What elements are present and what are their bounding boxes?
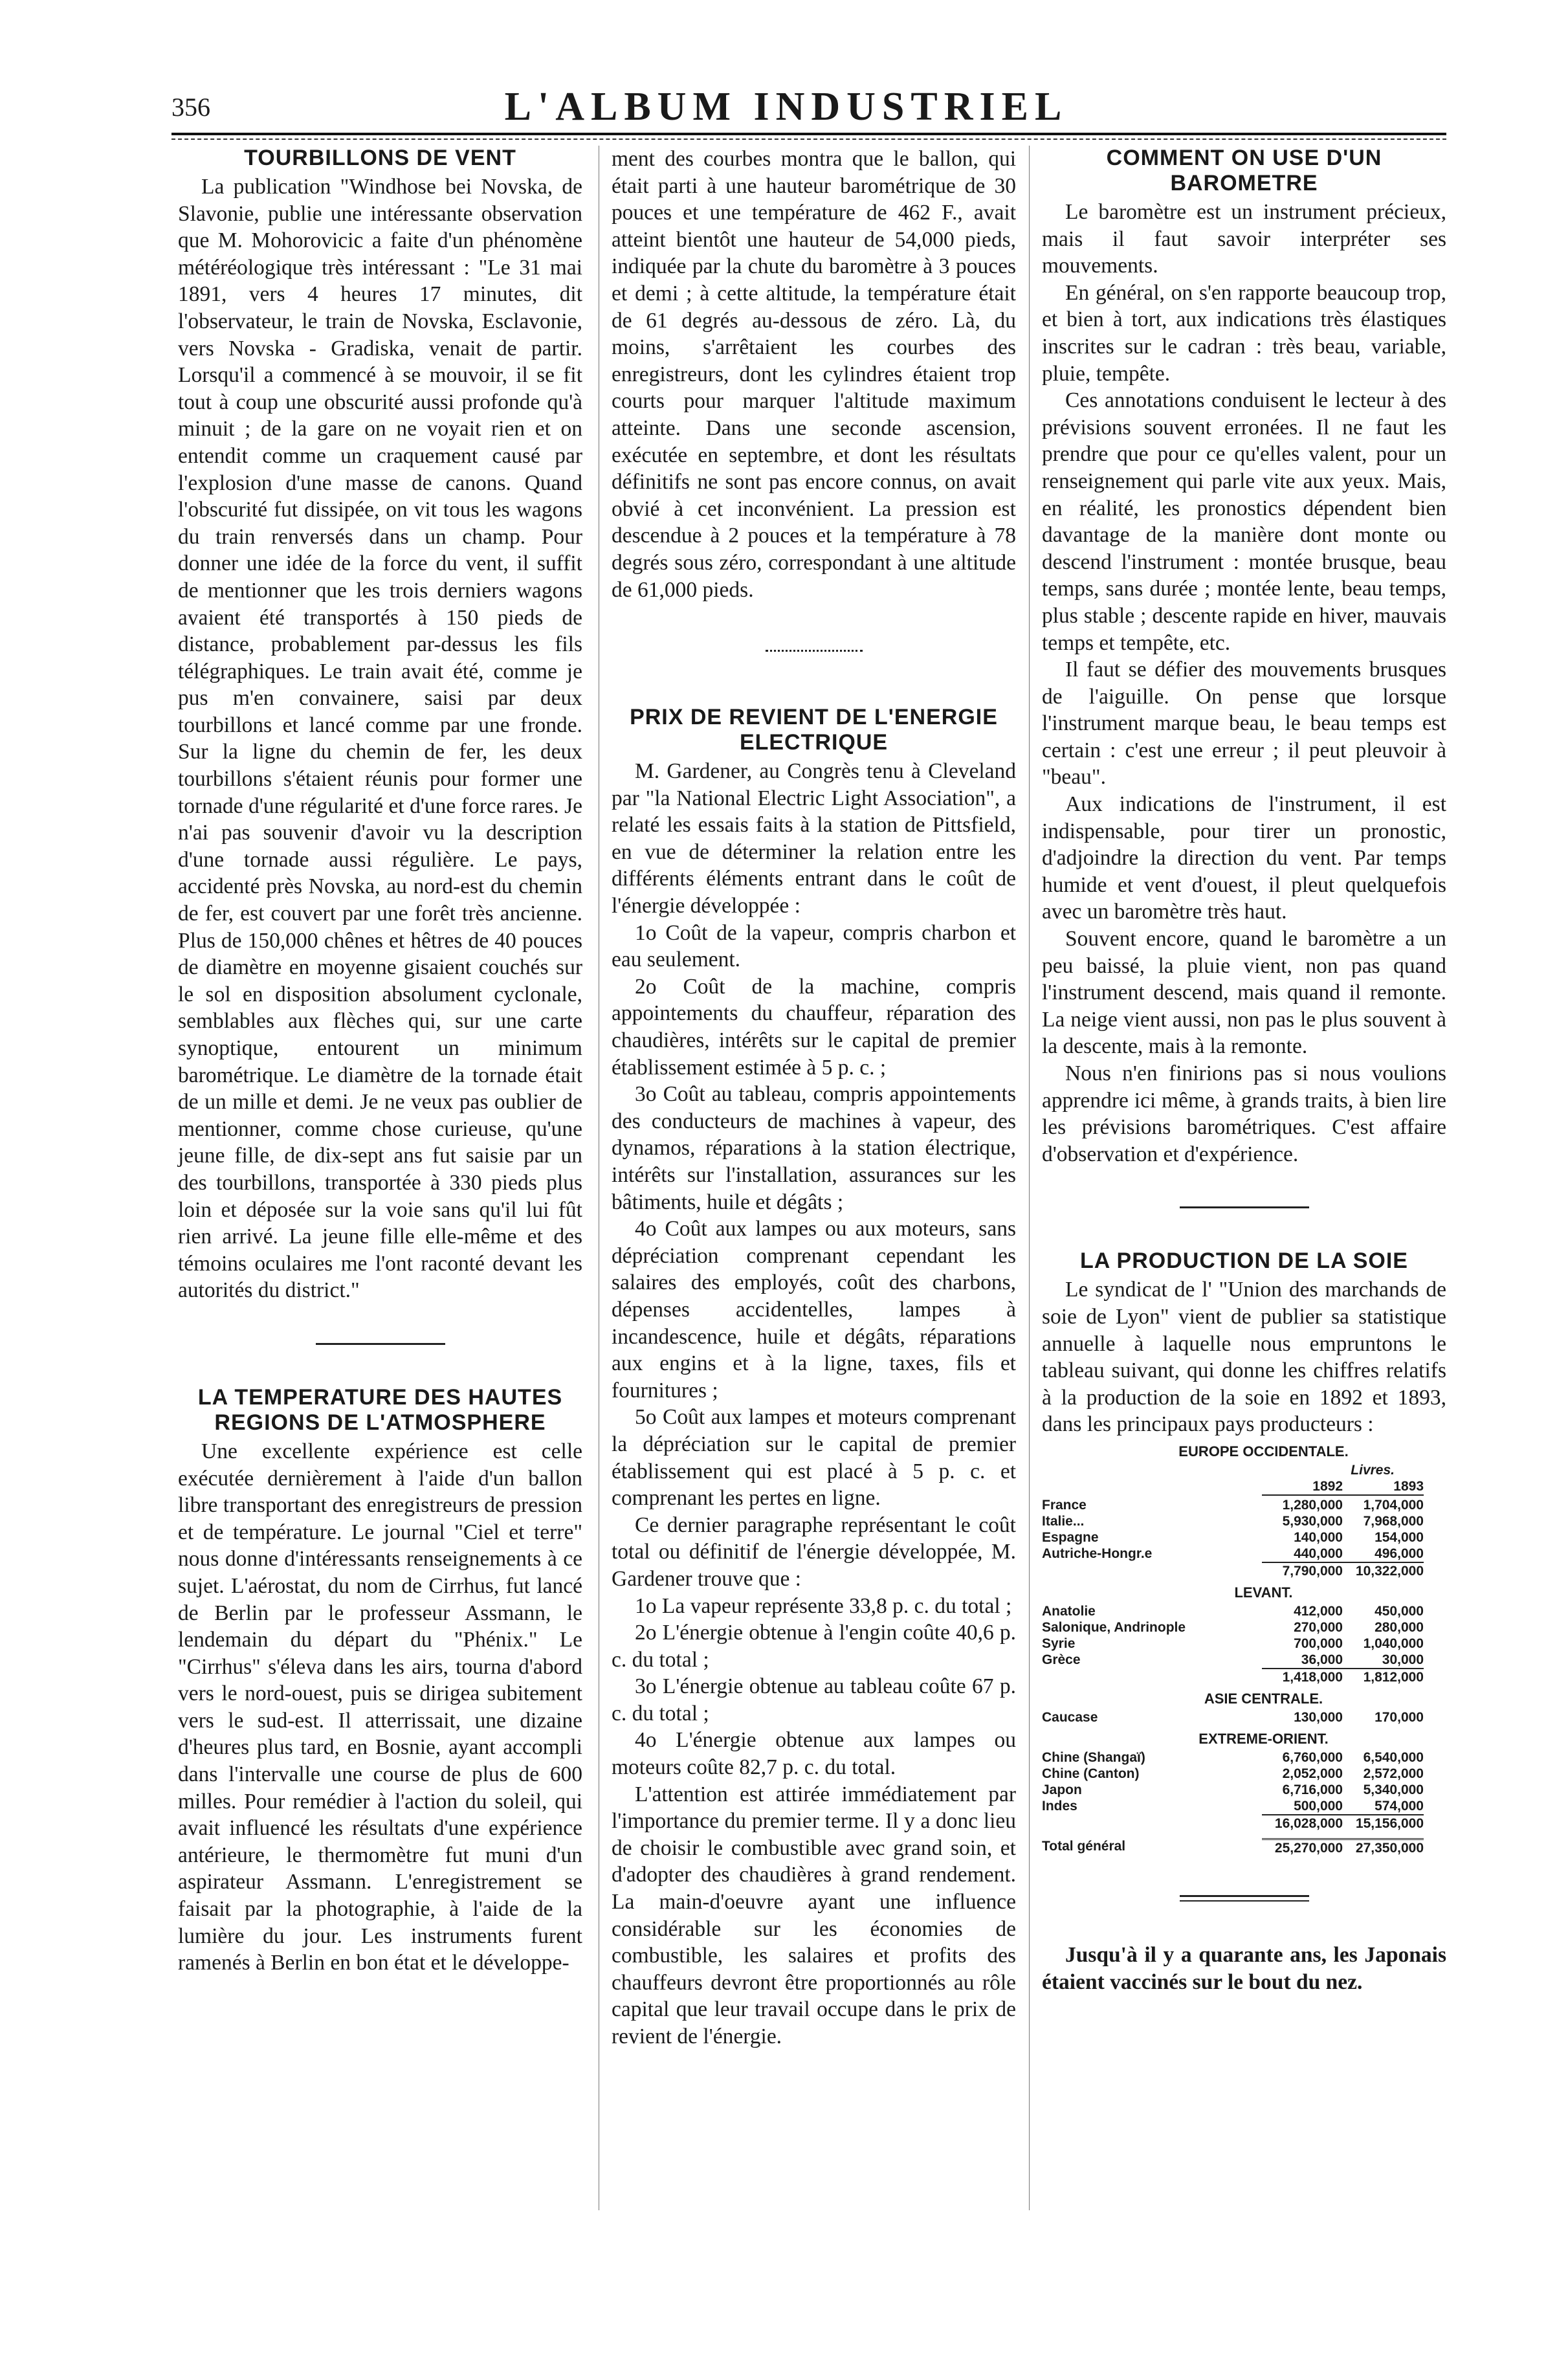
paragraph: 2o L'énergie obtenue à l'engin coûte 40,6 p. c. du total ; [612,1621,1016,1672]
paragraph: La publication "Windhose bei Novska, de Slavonie, publie une intéressante observation que M. Mohorovicic a faite d'un phénomène météréologique très intéressant : "Le 31 mai 1891, vers 4 heures 17 minutes, dit l'observateur, le train de Novska, Esclavonie, vers Novska - Gradiska, venait de partir. Lorsqu'il a commencé à se mouvoir, il se fit tout à coup une obscurité aussi profonde qu'à minuit ; de la gare on ne voyait rien et on entendit comme un craquement causé par l'explosion d'une masse de canons. Quand l'obscurité fut dissipée, on vit tous les wagons du train renversés dans un champ. Pour donner une idée de la force du vent, il suffit de mentionner que les trois derniers wagons avaient été transportés à 150 pieds de distance, probablement par-dessus les fils télégraphiques. Le train avait été, comme je pus m'en convainere, saisi par deux tourbillons et lancé comme par une fronde. Sur la ligne du chemin de fer, les deux tourbillons s'étaient réunis pour former une tornade d'une régularité et d'une force rares. Je n'ai pas souvenir d'avoir vu la description d'une tornade aussi régulière. Le pays, accidenté près Novska, au nord-est du chemin de fer, est couvert par une forêt très ancienne. Plus de 150,000 chênes et hêtres de 40 pouces de diamètre en moyenne gisaient couchés sur le sol en disposition absolument cyclonale, semblables aux flèches qui, sur une carte synoptique, entourent un minimum barométrique. Le diamètre de la tornade était de un mille et demi. Je ne veux pas oublier de mentionner, comme chose curieuse, qu'une jeune fille, de dix-sept ans fut saisie par un des tourbillons, transportée à 330 pieds plus loin et déposée sur la voie sans qu'il lui fût rien arrivé. La jeune fille elle-même et des témoins oculaires me l'ont raconté devant les autorités du district." [178,175,582,1303]
paragraph: 5o Coût aux lampes et moteurs comprenant la dépréciation sur le capital de premier établissement qui est placé à 5 p. c. et comprenant les pertes en ligne. [612,1405,1016,1511]
table-row [1042,1619,1446,1636]
row-label: Japon [1042,1782,1082,1797]
subtotal-1892: 16,028,000 [1262,1814,1343,1832]
table-grand-total [1042,1838,1446,1856]
subtotal-1893: 1,812,000 [1343,1668,1424,1685]
cell-1892: 6,716,000 [1282,1782,1343,1797]
cell-1892: 700,000 [1294,1636,1343,1651]
article-separator [766,650,863,652]
header-rule [171,133,1446,135]
article-separator [1180,1206,1309,1208]
row-label: Autriche-Hongr.e [1042,1546,1153,1561]
subtotal-1893: 10,322,000 [1343,1562,1424,1579]
cell-1893: 5,340,000 [1363,1782,1424,1797]
article-separator [316,1343,445,1345]
cell-1892: 440,000 [1294,1546,1343,1561]
row-label: Syrie [1042,1636,1076,1651]
grand-total-label: Total général [1042,1838,1126,1854]
cell-1893: 2,572,000 [1363,1766,1424,1781]
paragraph: Le baromètre est un instrument précieux, mais il faut savoir interpréter ses mouvements. [1042,200,1446,278]
paragraph: Une excellente expérience est celle exécutée dernièrement à l'aide d'un ballon libre transportant des enregistreurs de pression et de température. Le journal "Ciel et terre" nous donne d'intéressants renseignements à ce sujet. L'aérostat, du nom de Cirrhus, fut lancé de Berlin par le professeur Assmann, le lendemain du départ du "Phénix." Le "Cirrhus" s'éleva dans les airs, tourna d'abord vers le nord-ouest, puis se dirigea subitement vers le sud-est. Il atterrissait, une dizaine d'heures plus tard, en Bosnie, ayant accompli dans l'intervalle une course de plus de 600 milles. Pour remédier à l'action du soleil, qui avait influencé les résultats d'une expérience antérieure, le thermomètre fut muni d'un aspirateur Assmann. L'enregistrement se faisait par la photographie, à l'aide de la lumière du jour. Les instruments furent ramenés à Berlin en bon état et le développe- [178,1439,582,1975]
table-row [1042,1546,1446,1562]
cell-1893: 154,000 [1375,1529,1424,1545]
paragraph: 2o Coût de la machine, compris appointements du chauffeur, réparation des chaudières, intérêts sur le capital de premier établissement estimée à 5 p. c. ; [612,974,1016,1080]
row-label: Grèce [1042,1652,1081,1667]
table-row [1042,1603,1446,1619]
paragraph: 1o La vapeur représente 33,8 p. c. du total ; [635,1593,1012,1618]
cell-1893: 6,540,000 [1363,1749,1424,1765]
cell-1893: 170,000 [1375,1709,1424,1725]
table-row [1042,1497,1446,1513]
table-subtotal [1042,1562,1446,1579]
table-row [1042,1636,1446,1652]
cell-1893: 280,000 [1375,1619,1424,1635]
table-unit: Livres. [1351,1462,1395,1478]
cell-1893: 1,704,000 [1363,1497,1424,1513]
cell-1892: 36,000 [1301,1652,1343,1667]
page-header [171,84,1401,129]
column-1 [178,146,582,1977]
paragraph: Nous n'en finirions pas si nous voulions apprendre ici même, à grands traits, à bien lire les prévisions barométriques. C'est affaire d'observation et d'expérience. [1042,1061,1446,1166]
article-body-tourbillons [178,173,582,1304]
row-label: Espagne [1042,1529,1099,1545]
table-subtotal [1042,1814,1446,1832]
grand-total-1893: 27,350,000 [1343,1838,1424,1856]
paragraph: Aux indications de l'instrument, il est indispensable, pour tirer un pronostic, d'adjoindre la direction du vent. Par temps humide et vent d'ouest, il pleut quelquefois avec un baromètre très haut. [1042,792,1446,924]
table-row [1042,1798,1446,1814]
cell-1893: 7,968,000 [1363,1513,1424,1529]
cell-1892: 5,930,000 [1282,1513,1343,1529]
paragraph: 3o Coût au tableau, compris appointements des conducteurs de machines à vapeur, des dynamos, réparations à la station électrique, intérêts sur l'installation, assurances sur les bâtiments, huile et dégâts ; [612,1082,1016,1214]
article-title-temperature: LA TEMPERATURE DES HAUTES REGIONS DE L'ATMOSPHERE [197,1384,563,1435]
table-row [1042,1652,1446,1668]
column-divider [1029,146,1030,2210]
paragraph: 3o L'énergie obtenue au tableau coûte 67 p. c. du total ; [612,1674,1016,1725]
paragraph: Ces annotations conduisent le lecteur à des prévisions souvent erronées. Il ne faut les prendre que pour ce qu'elles valent, pour un renseignement qui parle vite aux yeux. Mais, en réalité, les pronostics dépendent bien davantage de la manière dont monte ou descend l'instrument : montée brusque, beau temps, sans durée ; montée lente, beau temps, plus stable ; descente rapide en hiver, mauvais temps et tempête, etc. [1042,388,1446,655]
paragraph: 4o L'énergie obtenue aux lampes ou moteurs coûte 82,7 p. c. du total. [612,1728,1016,1780]
masthead-title: L'ALBUM INDUSTRIEL [504,85,1068,129]
cell-1893: 1,040,000 [1363,1636,1424,1651]
table-region-heading: EXTREME-ORIENT. [1198,1730,1329,1747]
row-label: Caucase [1042,1709,1098,1725]
paragraph: L'attention est attirée immédiatement par l'importance du premier terme. Il y a donc lieu de choisir le combustible avec grand soin, et d'adopter des chaudières à grand rendement. La main-d'oeuvre ayant une influence considérable sur les économies de combustible, les salaires et profits des chauffeurs devront être proportionnés au rôle capital que leur travail occupe dans le prix de revient de l'énergie. [612,1782,1016,2048]
article-title-barometre: COMMENT ON USE D'UN BAROMETRE [1106,146,1382,195]
cell-1892: 6,760,000 [1282,1749,1343,1765]
article-title-energie: PRIX DE REVIENT DE L'ENERGIE ELECTRIQUE [630,705,998,755]
paragraph: En général, on s'en rapporte beaucoup trop, et bien à tort, aux indications très élastiques inscrites sur le cadran : très beau, variable, pluie, tempête. [1042,280,1446,386]
cell-1892: 412,000 [1294,1603,1343,1619]
table-row [1042,1749,1446,1766]
row-label: Anatolie [1042,1603,1096,1619]
article-separator [1180,1895,1309,1902]
row-label: Italie... [1042,1513,1085,1529]
cell-1892: 1,280,000 [1282,1497,1343,1513]
row-label: Indes [1042,1798,1077,1814]
table-row [1042,1766,1446,1782]
row-label: Salonique, Andrinople [1042,1619,1186,1635]
cell-1893: 450,000 [1375,1603,1424,1619]
table-row [1042,1709,1446,1725]
article-body-barometre [1042,199,1446,1168]
subtotal-1892: 1,418,000 [1262,1668,1343,1685]
subtotal-1892: 7,790,000 [1262,1562,1343,1579]
year-1893: 1893 [1343,1478,1424,1496]
closing-note: Jusqu'à il y a quarante ans, les Japonais étaient vaccinés sur le bout du nez. [1042,1942,1446,1994]
paragraph: 1o Coût de la vapeur, compris charbon et eau seulement. [612,920,1016,972]
table-year-header [1042,1478,1446,1497]
column-2 [612,146,1016,2050]
paragraph: Ce dernier paragraphe représentant le coût total ou définitif de l'énergie développée, M. Gardener trouve que : [612,1513,1016,1591]
paragraph: 4o Coût aux lampes ou aux moteurs, sans dépréciation comprenant cependant les salaires des employés, coût des charbons, dépenses accidentelles, lampes à incandescence, huile et dégâts, réparations aux engins et à la ligne, taxes, fils et fournitures ; [612,1217,1016,1403]
paragraph: Souvent encore, quand le baromètre a un peu baissé, la pluie vient, non pas quand l'instrument descend, mais quand il remonte. La neige vient aussi, non pas le plus souvent à la descente, mais à la remonte. [1042,927,1446,1059]
grand-total-1892: 25,270,000 [1262,1838,1343,1856]
cell-1892: 500,000 [1294,1798,1343,1814]
table-row [1042,1529,1446,1546]
cell-1892: 2,052,000 [1282,1766,1343,1781]
header-rule-dashed [171,139,1446,140]
subtotal-1893: 15,156,000 [1343,1814,1424,1832]
cell-1892: 130,000 [1294,1709,1343,1725]
paragraph: M. Gardener, au Congrès tenu à Cleveland par "la National Electric Light Association", a relaté les essais faits à la station de Pittsfield, en vue de déterminer la relation entre les différents éléments entrant dans le coût de l'énergie développée : [612,759,1016,918]
cell-1893: 574,000 [1375,1798,1424,1814]
cell-1892: 270,000 [1294,1619,1343,1635]
table-region-heading: ASIE CENTRALE. [1204,1690,1323,1707]
table-region-heading: LEVANT. [1234,1584,1293,1601]
column-3 [1042,146,1446,1995]
table-region-heading: EUROPE OCCIDENTALE. [1178,1443,1349,1459]
cell-1893: 30,000 [1382,1652,1424,1667]
article-body-temperature [178,1438,582,1977]
table-subtotal [1042,1668,1446,1685]
row-label: Chine (Canton) [1042,1766,1140,1781]
paragraph: Il faut se défier des mouvements brusques de l'aiguille. On pense que lorsque l'instrument marque beau, le beau temps est certain : c'est une erreur ; il peut pleuvoir à "beau". [1042,658,1446,790]
silk-production-table [1042,1443,1446,1856]
year-1892: 1892 [1262,1478,1343,1496]
cell-1893: 496,000 [1375,1546,1424,1561]
article-title-tourbillons: TOURBILLONS DE VENT [244,146,516,170]
row-label: Chine (Shangaï) [1042,1749,1145,1765]
table-row [1042,1782,1446,1798]
page-number: 356 [171,93,210,122]
row-label: France [1042,1497,1087,1513]
paragraph-continued: ment des courbes montra que le ballon, qui était parti à une hauteur barométrique de 30 pouces et une température de 462 F., avait atteint bientôt une hauteur de 54,000 pieds, indiquée par la chute du baromètre à 3 pouces et demi ; à cette altitude, la température était de 61 degrés au-dessous de zéro. Là, du moins, s'arrêtaient les courbes des enregistreurs, dont les cylindres étaient trop courts pour marquer l'altitude maximum atteinte. Dans une seconde ascension, exécutée en septembre, et dont les résultats définitifs ne sont pas encore connus, on avait obvié à cet inconvénient. La pression est descendue à 2 pouces et la température à 78 degrés sous zéro, correspondant à une altitude de 61,000 pieds. [612,147,1016,602]
article-body-energie [612,758,1016,2050]
paragraph: Le syndicat de l' "Union des marchands de soie de Lyon" vient de publier sa statistique annuelle à laquelle nous empruntons le tableau suivant, qui donne les chiffres relatifs à la production de la soie en 1892 et 1893, dans les principaux pays producteurs : [1042,1278,1446,1437]
cell-1892: 140,000 [1294,1529,1343,1545]
article-title-soie: LA PRODUCTION DE LA SOIE [1080,1248,1408,1274]
table-row [1042,1513,1446,1529]
